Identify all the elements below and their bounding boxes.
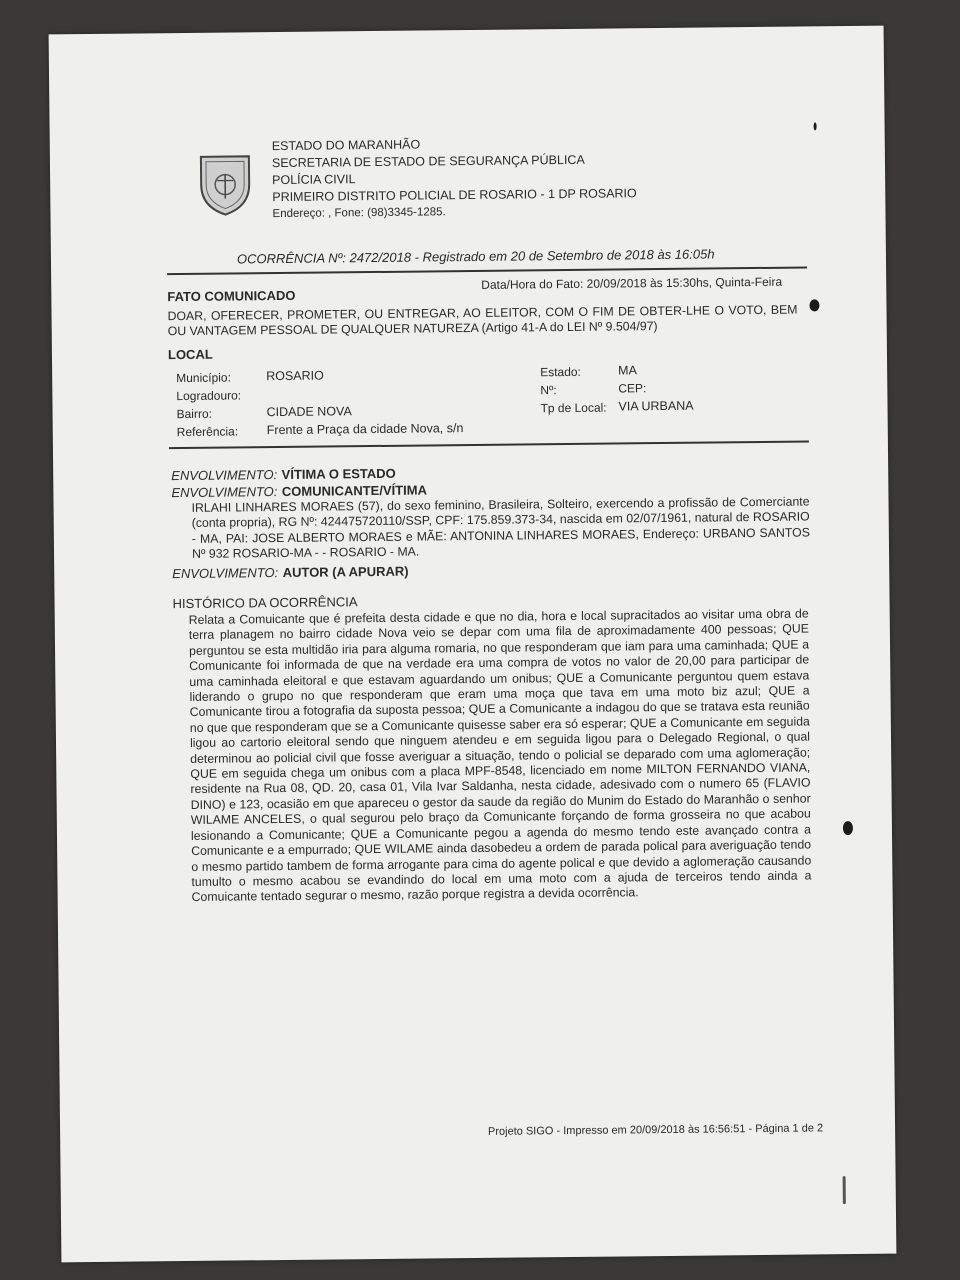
municipio-label: Município: bbox=[176, 370, 231, 386]
ink-mark bbox=[809, 299, 819, 311]
envolvimento-comunicante: COMUNICANTE/VÍTIMA bbox=[281, 482, 428, 499]
tp-local-label: Tp de Local: bbox=[540, 400, 607, 416]
policia-civil-seal bbox=[195, 150, 256, 217]
document-page bbox=[49, 26, 897, 1263]
envolvimento-label: ENVOLVIMENTO: bbox=[172, 565, 279, 582]
bairro-label: Bairro: bbox=[176, 406, 212, 422]
footer-print-info: Projeto SIGO - Impresso em 20/09/2018 às 16:56:51 - Página 1 de 2 bbox=[487, 1122, 824, 1138]
fato-title: FATO COMUNICADO bbox=[167, 287, 296, 305]
envolvimento-label: ENVOLVIMENTO: bbox=[171, 484, 278, 501]
numero-label: Nº: bbox=[540, 383, 557, 398]
envolvimento-vitima: VÍTIMA O ESTADO bbox=[281, 465, 396, 482]
estado-value: MA bbox=[618, 363, 637, 378]
header-police: POLÍCIA CIVIL bbox=[272, 172, 356, 188]
fato-description: DOAR, OFERECER, PROMETER, OU ENTREGAR, AO ELEITOR, COM O FIM DE OBTER-LHE O VOTO, BEM OU VANTAGEM PESSOAL DE QUALQUER NATUREZA (Artigo 41-A do LEI Nº 9.504/97) bbox=[167, 302, 798, 339]
header-block bbox=[272, 134, 637, 223]
logradouro-label: Logradouro: bbox=[176, 388, 242, 404]
header-secretariat: SECRETARIA DE ESTADO DE SEGURANÇA PÚBLICA bbox=[271, 152, 585, 171]
referencia-value: Frente a Praça da cidade Nova, s/n bbox=[266, 421, 464, 438]
fato-datetime: Data/Hora do Fato: 20/09/2018 às 15:30hs, Quinta-Feira bbox=[481, 274, 783, 292]
divider bbox=[169, 440, 809, 448]
header-address: Endereço: , Fone: (98)3345-1285. bbox=[272, 206, 446, 221]
historico-text: Relata a Comuicante que é prefeita desta cidade e que no dia, hora e local supracitados ao visitar uma obra de terra planagem no bairro cidade Nova veio se depar com uma fila de aproximadamente 400 pessoas; QUE perguntou se esta multidão iria para alguma romaria, no que responderam que iam para uma caminhada; QUE a Comunicante foi informada de que na verdade era uma compra de votos no valor de 20,00 para participar de uma caminhada eleitoral e que estavam aguardando um onibus; QUE a Comunicante perguntou quem estava liderando o grupo no que responderam que eram uma moça que tava em uma moto biz azul; QUE a Comunicante tirou a fotografia da suposta pessoa; QUE a Comunicante a indagou do que se tratava esta reunião no que que responderam que se a Comunicante quisesse saber era só esperar; QUE a Comunicante em seguida ligou ao cartorio eleitoral sendo que ninguem atendeu e em seguida ligou para o Delegado Regional, o qual determinou ao policial civil que fosse averiguar a situação, tendo o policial se deparado com uma aglomeração; QUE em seguida chega um onibus com a placa MPF-8548, licenciado em nome MILTON FERNANDO VIANA, residente na Rua 08, QD. 20, casa 01, Vila Ivar Saldanha, nesta cidade, adesivado com o numero 65 (FLAVIO DINO) e 123, ocasião em que apareceu o gestor da saude da região do Munim do Estado do Maranhão o senhor WILAME ANCELES, o qual segurou pelo braço da Comunicante forçando de forma grosseira no que acabou lesionando a Comunicante; QUE a Comunicante pegou a agenda do mesmo tendo este avançado contra a Comunicante e a empurrado; QUE WILAME ainda dasobedeu a ordem de parada polical para averiguação tendo o mesmo partido tambem de forma arrogante para cima do agente polical e que devido a aglomeração causando tumulto o mesmo acabou se evandindo do local em uma moto com a ajuda de terceiros tendo ainda a Comuicante tentado segurar o mesmo, razão porque registra a devida ocorrência. bbox=[188, 606, 812, 905]
person-description: IRLAHI LINHARES MORAES (57), do sexo feminino, Brasileira, Solteiro, exercendo a profissão de Comerciante (conta propria), RG Nº: 424475720110/SSP, CPF: 175.859.373-34, nascida em 02/07/1961, natural de ROSARIO - MA, PAI: JOSE ALBERTO MORAES e MÃE: ANTONINA LINHARES MORAES, Endereço: URBANO SANTOS Nº 932 ROSARIO-MA - - ROSARIO - MA. bbox=[191, 494, 810, 562]
occurrence-number: OCORRÊNCIA Nº: 2472/2018 - Registrado em 20 de Setembro de 2018 às 16:05h bbox=[236, 246, 715, 267]
ink-mark bbox=[814, 122, 817, 130]
municipio-value: ROSARIO bbox=[266, 368, 324, 384]
envolvimento-3 bbox=[172, 563, 409, 583]
envolvimento-label: ENVOLVIMENTO: bbox=[171, 467, 278, 484]
envolvimento-autor: AUTOR (A APURAR) bbox=[282, 563, 409, 580]
local-title: LOCAL bbox=[167, 346, 213, 363]
bairro-value: CIDADE NOVA bbox=[266, 404, 352, 420]
cep-label: CEP: bbox=[618, 381, 647, 396]
historico-title: HISTÓRICO DA OCORRÊNCIA bbox=[172, 594, 358, 612]
header-district: PRIMEIRO DISTRITO POLICIAL DE ROSARIO - 1 DP ROSARIO bbox=[272, 186, 637, 205]
ink-mark bbox=[843, 1176, 846, 1204]
ink-mark bbox=[843, 821, 853, 835]
referencia-label: Referência: bbox=[176, 424, 239, 440]
divider bbox=[167, 266, 807, 274]
tp-local-value: VIA URBANA bbox=[618, 398, 694, 414]
header-state: ESTADO DO MARANHÃO bbox=[271, 137, 421, 154]
estado-label: Estado: bbox=[540, 364, 581, 380]
